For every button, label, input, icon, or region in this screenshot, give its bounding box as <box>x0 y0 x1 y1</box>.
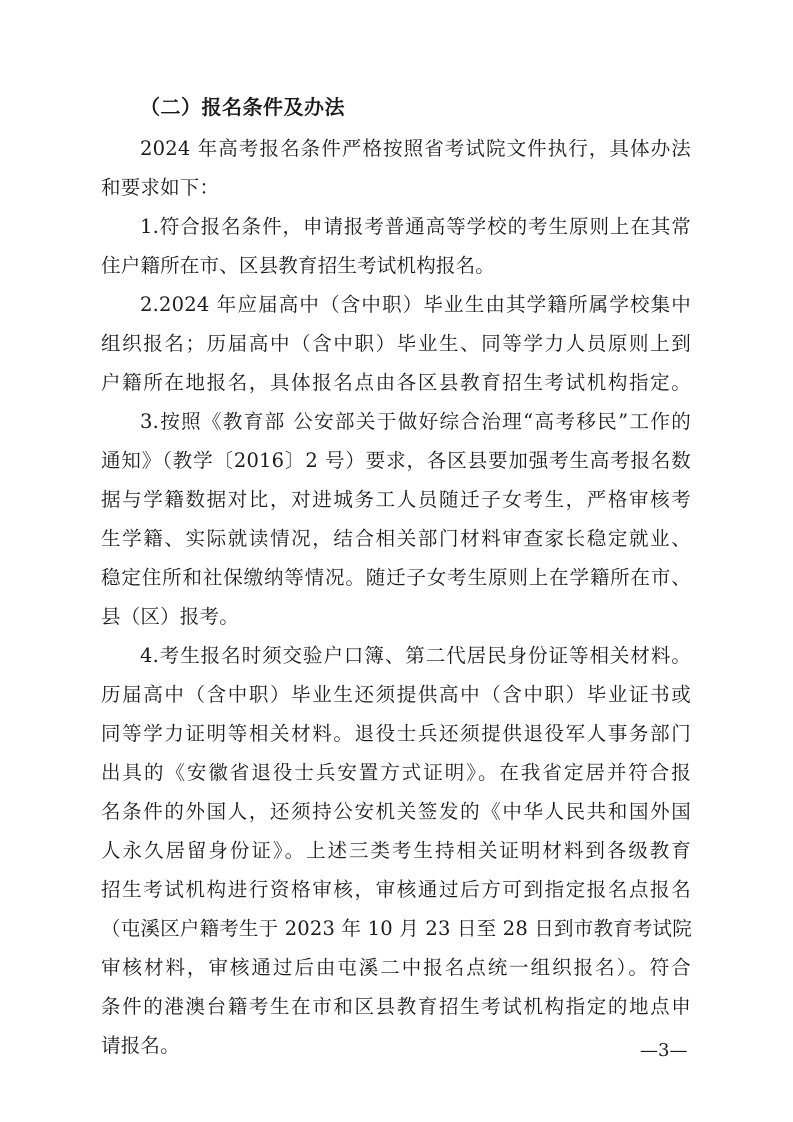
paragraph-line: 和要求如下： <box>101 176 220 199</box>
paragraph-line: （屯溪区户籍考生于 2023 年 10 月 23 日至 28 日到市教育考试院 <box>101 917 692 940</box>
paragraph-line: 条件的港澳台籍考生在市和区县教育招生考试机构指定的地点申 <box>101 995 691 1018</box>
paragraph-line: 县（区）报考。 <box>101 605 239 628</box>
paragraph-line: 审核材料，审核通过后由屯溪二中报名点统一组织报名）。符合 <box>101 956 691 979</box>
paragraph-line: 3.按照《教育部 公安部关于做好综合治理“高考移民”工作的 <box>140 410 691 433</box>
paragraph-line: 据与学籍数据对比，对进城务工人员随迁子女考生，严格审核考 <box>101 488 691 511</box>
paragraph-line: 同等学力证明等相关材料。退役士兵还须提供退役军人事务部门 <box>101 722 691 745</box>
paragraph-line: 出具的《安徽省退役士兵安置方式证明》。在我省定居并符合报 <box>101 761 691 784</box>
paragraph-line: 稳定住所和社保缴纳等情况。随迁子女考生原则上在学籍所在市、 <box>101 566 691 589</box>
page-number: —3— <box>640 1040 688 1061</box>
paragraph-line: 住户籍所在市、区县教育招生考试机构报名。 <box>101 254 496 277</box>
paragraph-line: 招生考试机构进行资格审核，审核通过后方可到指定报名点报名 <box>101 878 691 901</box>
paragraph-line: 名条件的外国人，还须持公安机关签发的《中华人民共和国外国 <box>101 800 691 823</box>
section-heading: （二）报名条件及办法 <box>140 95 345 119</box>
paragraph-line: 1.符合报名条件，申请报考普通高等学校的考生原则上在其常 <box>140 215 691 238</box>
paragraph-line: 通知》（教学〔2016〕2 号）要求，各区县要加强考生高考报名数 <box>101 449 691 472</box>
paragraph-line: 2.2024 年应届高中（含中职）毕业生由其学籍所属学校集中 <box>140 293 691 316</box>
paragraph-line: 生学籍、实际就读情况，结合相关部门材料审查家长稳定就业、 <box>101 527 691 550</box>
paragraph-line: 户籍所在地报名，具体报名点由各区县教育招生考试机构指定。 <box>101 371 691 394</box>
paragraph-line: 4.考生报名时须交验户口簿、第二代居民身份证等相关材料。 <box>140 644 691 667</box>
paragraph-line: 2024 年高考报名条件严格按照省考试院文件执行，具体办法 <box>140 137 691 160</box>
paragraph-line: 请报名。 <box>101 1034 180 1057</box>
paragraph-line: 历届高中（含中职）毕业生还须提供高中（含中职）毕业证书或 <box>101 683 691 706</box>
paragraph-line: 组织报名；历届高中（含中职）毕业生、同等学力人员原则上到 <box>101 332 691 355</box>
paragraph-line: 人永久居留身份证》。上述三类考生持相关证明材料到各级教育 <box>101 839 691 862</box>
